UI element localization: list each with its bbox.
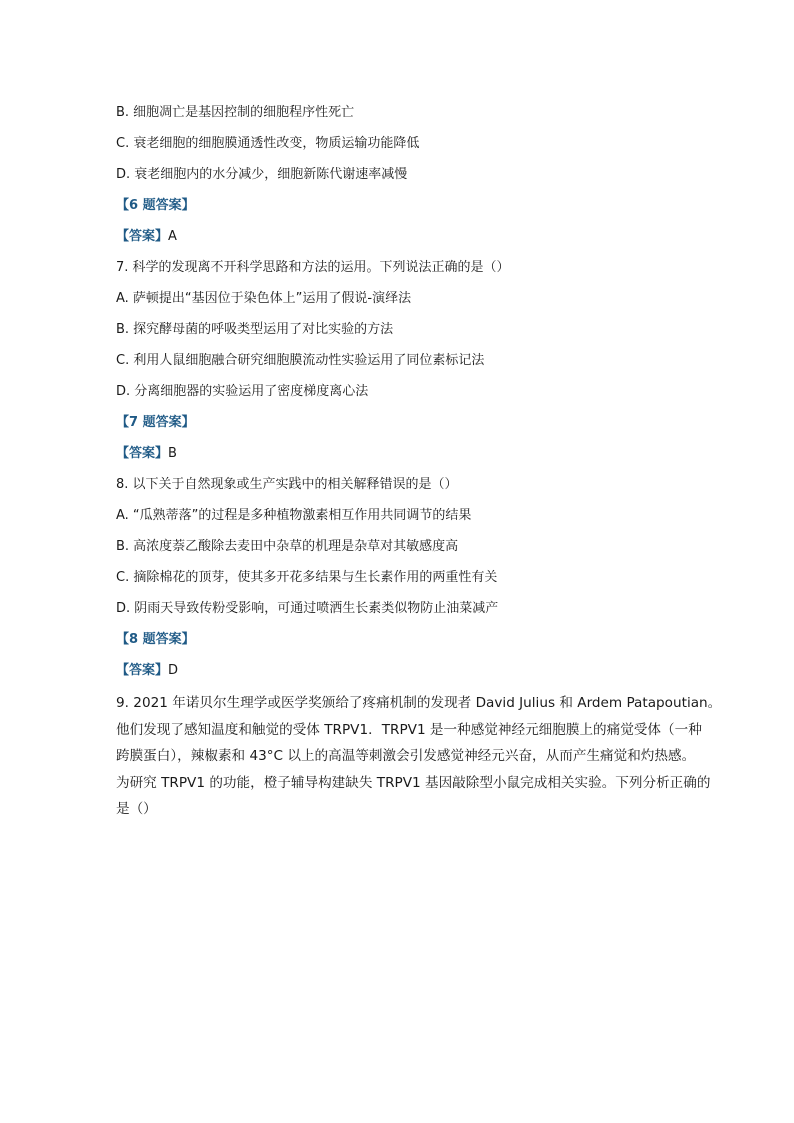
q6-option-c: C. 衰老细胞的细胞膜通透性改变，物质运输功能降低: [116, 136, 420, 151]
q7-option-a: A. 萨顿提出“基因位于染色体上”运用了假说-演绎法: [116, 291, 412, 306]
q7-option-d: D. 分离细胞器的实验运用了密度梯度离心法: [116, 384, 369, 399]
q8-option-d: D. 阴雨天导致传粉受影响，可通过喷洒生长素类似物防止油菜减产: [116, 601, 499, 616]
q8-option-a: A. “瓜熟蒂落”的过程是多种植物激素相互作用共同调节的结果: [116, 508, 472, 523]
q6-answer-section: 【6 题答案】: [116, 198, 195, 213]
q6-answer-line: [116, 229, 716, 245]
q7-answer-line: [116, 446, 716, 462]
q9-line-2: 他们发现了感知温度和触觉的受体 TRPV1．TRPV1 是一种感觉神经元细胞膜上的痛觉受体（一种: [116, 721, 702, 738]
q7-answer-section: 【7 题答案】: [116, 415, 195, 430]
q6-answer-label: 【答案】: [116, 229, 169, 244]
q8-stem: 8. 以下关于自然现象或生产实践中的相关解释错误的是（）: [116, 477, 458, 492]
q8-answer-section: 【8 题答案】: [116, 632, 195, 647]
q8-answer-label: 【答案】: [116, 663, 169, 678]
q7-option-c: C. 利用人鼠细胞融合研究细胞膜流动性实验运用了同位素标记法: [116, 353, 485, 368]
q7-stem: 7. 科学的发现离不开科学思路和方法的运用。下列说法正确的是（）: [116, 260, 510, 275]
q9-line-3: 跨膜蛋白），辣椒素和 43°C 以上的高温等刺激会引发感觉神经元兴奋，从而产生痛觉和灼热感。: [116, 748, 696, 764]
q9-line-1: 9. 2021 年诺贝尔生理学或医学奖颁给了疼痛机制的发现者 David Julius 和 Ardem Patapoutian。: [116, 695, 722, 711]
q7-option-b: B. 探究酵母菌的呼吸类型运用了对比实验的方法: [116, 322, 394, 337]
q9-paragraph: [116, 690, 722, 823]
q9-line-5: 是（）: [116, 801, 157, 817]
q9-line-4: 为研究 TRPV1 的功能，橙子辅导构建缺失 TRPV1 基因敲除型小鼠完成相关实验。下列分析正确的: [116, 774, 711, 791]
q6-option-d: D. 衰老细胞内的水分减少，细胞新陈代谢速率减慢: [116, 167, 408, 182]
q8-option-c: C. 摘除棉花的顶芽，使其多开花多结果与生长素作用的两重性有关: [116, 570, 498, 585]
q8-answer-line: [116, 663, 716, 679]
q7-answer-value: B: [168, 446, 177, 461]
q8-option-b: B. 高浓度萘乙酸除去麦田中杂草的机理是杂草对其敏感度高: [116, 539, 459, 554]
q7-answer-label: 【答案】: [116, 446, 169, 461]
q6-answer-value: A: [168, 229, 177, 244]
q8-answer-value: D: [168, 663, 179, 678]
q6-option-b: B. 细胞凋亡是基因控制的细胞程序性死亡: [116, 105, 355, 120]
